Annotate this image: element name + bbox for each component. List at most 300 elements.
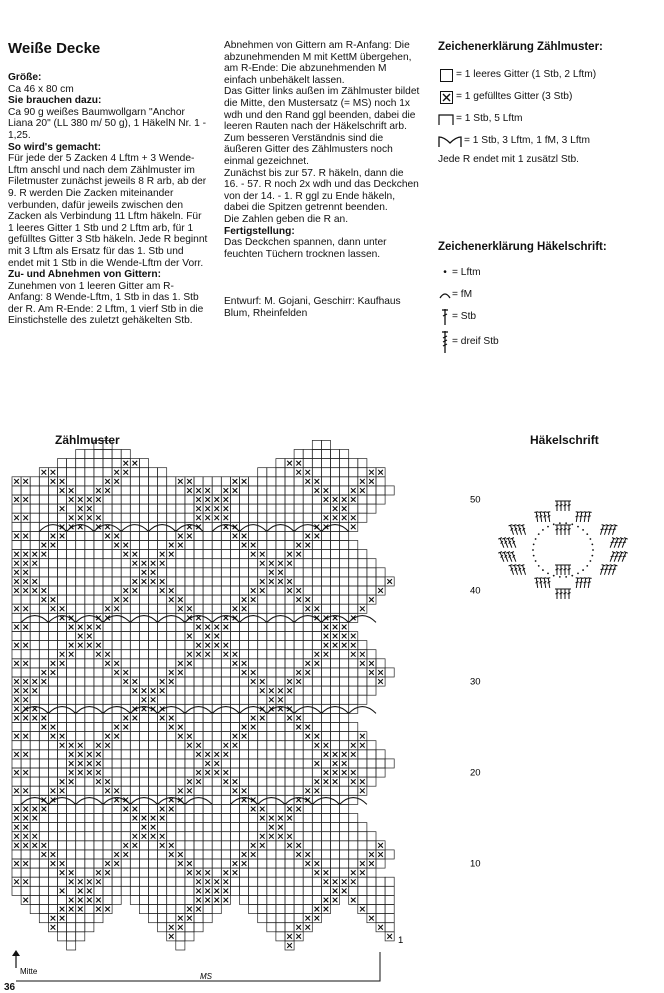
filled-mesh-mark <box>196 643 201 648</box>
chart-cell <box>276 759 285 768</box>
filled-mesh-mark <box>260 843 265 848</box>
chart-cell <box>112 895 121 904</box>
empty-mesh-icon <box>440 69 453 82</box>
lacet-arc <box>67 525 94 532</box>
chart-cell <box>312 595 321 604</box>
chain-icon: • <box>443 266 447 278</box>
chart-cell <box>258 877 267 886</box>
chart-cell <box>12 868 21 877</box>
chart-cell <box>103 622 112 631</box>
chart-cell <box>276 668 285 677</box>
chart-cell <box>358 468 367 477</box>
chart-cell <box>76 832 85 841</box>
chart-cell <box>185 677 194 686</box>
chart-cell <box>130 823 139 832</box>
chart-cell <box>158 504 167 513</box>
chain-dot <box>535 560 537 562</box>
filled-mesh-mark <box>96 779 101 784</box>
chart-cell <box>85 586 94 595</box>
filled-mesh-mark <box>342 497 347 502</box>
filled-mesh-mark <box>178 543 183 548</box>
chart-cell <box>230 841 239 850</box>
filled-mesh-mark <box>151 697 156 702</box>
chart-cell <box>203 914 212 923</box>
chart-cell <box>185 586 194 595</box>
chart-cell <box>294 568 303 577</box>
filled-mesh-mark <box>14 570 19 575</box>
chart-cell <box>385 850 394 859</box>
chart-cell <box>185 814 194 823</box>
chart-cell <box>176 622 185 631</box>
chart-cell <box>276 713 285 722</box>
chart-cell <box>321 668 330 677</box>
chart-cell <box>158 495 167 504</box>
filled-mesh-mark <box>205 898 210 903</box>
chart-cell <box>58 677 67 686</box>
filled-mesh-mark <box>196 779 201 784</box>
filled-mesh-mark <box>69 743 74 748</box>
filled-mesh-mark <box>178 597 183 602</box>
chart-cell <box>185 895 194 904</box>
chart-cell <box>149 595 158 604</box>
chart-cell <box>149 477 158 486</box>
chart-cell <box>58 795 67 804</box>
chart-cell <box>67 595 76 604</box>
chain-dot <box>571 575 573 577</box>
chart-cell <box>176 641 185 650</box>
lacet-arc <box>121 525 148 532</box>
chart-cell <box>321 568 330 577</box>
chart-cell <box>58 723 67 732</box>
chart-cell <box>230 550 239 559</box>
filled-mesh-mark <box>42 852 47 857</box>
chart-cell <box>39 604 48 613</box>
filled-mesh-mark <box>60 907 65 912</box>
filled-mesh-mark <box>23 606 28 611</box>
chart-cell <box>285 859 294 868</box>
chart-cell <box>340 531 349 540</box>
chart-cell <box>294 477 303 486</box>
filled-mesh-mark <box>178 734 183 739</box>
chart-cell <box>21 522 30 531</box>
chart-cell <box>139 868 148 877</box>
chart-cell <box>58 814 67 823</box>
chart-cell <box>258 486 267 495</box>
chart-cell <box>176 750 185 759</box>
filled-mesh-mark <box>169 670 174 675</box>
filled-mesh-mark <box>214 889 219 894</box>
chart-cell <box>94 541 103 550</box>
chart-cell <box>76 586 85 595</box>
filled-mesh-mark <box>87 506 92 511</box>
chart-cell <box>267 895 276 904</box>
chart-cell <box>139 541 148 550</box>
filled-mesh-mark <box>105 788 110 793</box>
filled-mesh-mark <box>378 470 383 475</box>
filled-mesh-mark <box>23 752 28 757</box>
chart-cell <box>21 650 30 659</box>
chart-cell <box>331 450 340 459</box>
chart-cell <box>21 632 30 641</box>
chart-cell <box>58 704 67 713</box>
filled-mesh-mark <box>32 843 37 848</box>
lacet-arc <box>240 616 267 623</box>
chart-cell <box>149 841 158 850</box>
chart-cell <box>203 823 212 832</box>
chart-cell <box>340 695 349 704</box>
lacet-arc <box>349 707 376 714</box>
chart-cell <box>349 604 358 613</box>
chart-cell <box>349 568 358 577</box>
filled-mesh-mark <box>233 479 238 484</box>
chart-cell <box>12 595 21 604</box>
chart-cell <box>367 886 376 895</box>
filled-mesh-mark <box>296 807 301 812</box>
chart-cell <box>39 531 48 540</box>
chart-cell <box>12 504 21 513</box>
chart-cell <box>258 468 267 477</box>
lacet-arc <box>312 798 339 805</box>
filled-mesh-mark <box>296 461 301 466</box>
filled-mesh-mark <box>333 634 338 639</box>
chart-cell <box>67 732 76 741</box>
chart-cell <box>94 914 103 923</box>
chart-cell <box>312 768 321 777</box>
filled-mesh-mark <box>96 761 101 766</box>
filled-mesh-mark <box>278 825 283 830</box>
chart-cell <box>249 604 258 613</box>
filled-mesh-mark <box>51 925 56 930</box>
chart-cell <box>103 713 112 722</box>
chart-cell <box>103 440 112 449</box>
chart-cell <box>85 732 94 741</box>
chart-cell <box>39 759 48 768</box>
chart-cell <box>121 622 130 631</box>
chart-cell <box>103 804 112 813</box>
filled-mesh-mark <box>23 697 28 702</box>
chart-cell <box>212 541 221 550</box>
chart-cell <box>285 650 294 659</box>
chart-cell <box>321 595 330 604</box>
filled-mesh-mark <box>305 479 310 484</box>
chain-dot <box>590 560 592 562</box>
chart-cell <box>12 777 21 786</box>
chart-cell <box>249 522 258 531</box>
chart-cell <box>258 513 267 522</box>
chart-cell <box>103 450 112 459</box>
chart-cell <box>203 723 212 732</box>
filled-mesh-mark <box>260 561 265 566</box>
chart-cell <box>340 604 349 613</box>
chart-cell <box>285 750 294 759</box>
chart-cell <box>267 777 276 786</box>
chart-cell <box>331 550 340 559</box>
chart-cell <box>139 741 148 750</box>
chart-cell <box>30 777 39 786</box>
chart-cell <box>167 686 176 695</box>
chart-cell <box>212 777 221 786</box>
chart-cell <box>149 759 158 768</box>
filled-mesh-mark <box>14 752 19 757</box>
chart-cell <box>112 741 121 750</box>
chart-cell <box>312 804 321 813</box>
legend-empty-mesh-label: = 1 leeres Gitter (1 Stb, 2 Lftm) <box>456 69 597 81</box>
chart-cell <box>76 486 85 495</box>
lacet-arc <box>321 525 348 532</box>
chart-cell <box>176 632 185 641</box>
chart-cell <box>385 886 394 895</box>
filled-mesh-mark <box>305 734 310 739</box>
chart-cell <box>149 750 158 759</box>
chart-cell <box>312 677 321 686</box>
chart-cell <box>240 741 249 750</box>
filled-mesh-mark <box>260 716 265 721</box>
chart-cell <box>112 513 121 522</box>
chart-cell <box>267 768 276 777</box>
filled-mesh-mark <box>324 625 329 630</box>
mitte-arrow-head <box>12 950 20 956</box>
chart-cell <box>230 750 239 759</box>
filled-mesh-mark <box>32 679 37 684</box>
chart-cell <box>76 677 85 686</box>
chart-cell <box>285 741 294 750</box>
chart-cell <box>67 713 76 722</box>
chart-cell <box>358 686 367 695</box>
filled-mesh-mark <box>251 670 256 675</box>
chart-cell <box>276 868 285 877</box>
chart-cell <box>139 668 148 677</box>
chart-cell <box>139 550 148 559</box>
filled-mesh-mark <box>296 843 301 848</box>
chart-cell <box>221 550 230 559</box>
filled-mesh-mark <box>369 661 374 666</box>
chart-cell <box>130 641 139 650</box>
chart-cell <box>39 577 48 586</box>
chart-cell <box>48 513 57 522</box>
chart-cell <box>158 868 167 877</box>
chart-cell <box>340 541 349 550</box>
filled-mesh-mark <box>14 497 19 502</box>
chart-cell <box>94 504 103 513</box>
chart-cell <box>67 477 76 486</box>
dc-stitch-mark <box>555 565 559 575</box>
chart-cell <box>48 586 57 595</box>
lacet-stitch-icon <box>438 134 462 148</box>
chart-cell <box>276 804 285 813</box>
chart-cell <box>30 905 39 914</box>
chart-cell <box>331 823 340 832</box>
chart-cell <box>212 568 221 577</box>
lacet-arc <box>285 798 312 805</box>
chart-cell <box>85 777 94 786</box>
chart-cell <box>39 622 48 631</box>
chart-cell <box>185 641 194 650</box>
chart-cell <box>167 504 176 513</box>
filled-mesh-mark <box>251 843 256 848</box>
lacet-arc <box>158 616 185 623</box>
filled-mesh-mark <box>196 488 201 493</box>
filled-mesh-mark <box>14 606 19 611</box>
chart-cell <box>240 768 249 777</box>
chart-cell <box>121 559 130 568</box>
filled-mesh-mark <box>114 852 119 857</box>
chart-cell <box>321 886 330 895</box>
chart-cell <box>203 905 212 914</box>
chart-cell <box>321 786 330 795</box>
legend-trtr-label: = dreif Stb <box>452 335 499 347</box>
chart-cell <box>212 832 221 841</box>
chart-cell <box>285 604 294 613</box>
chart-cell <box>349 814 358 823</box>
chart-cell <box>203 477 212 486</box>
filled-mesh-mark <box>287 943 292 948</box>
chart-cell <box>167 823 176 832</box>
chart-cell <box>267 841 276 850</box>
triple-treble-icon <box>440 330 450 354</box>
chart-cell <box>139 604 148 613</box>
chart-cell <box>367 568 376 577</box>
lacet-arc <box>48 798 75 805</box>
chart-cell <box>312 559 321 568</box>
chart-cell <box>303 750 312 759</box>
filled-mesh-mark <box>333 497 338 502</box>
chart-cell <box>203 568 212 577</box>
chart-cell <box>30 531 39 540</box>
chart-cell <box>212 595 221 604</box>
chart-cell <box>176 768 185 777</box>
filled-mesh-mark <box>251 597 256 602</box>
lacet-arc <box>185 798 212 805</box>
chart-cell <box>130 504 139 513</box>
chart-cell <box>258 768 267 777</box>
chart-cell <box>94 450 103 459</box>
chart-cell <box>130 668 139 677</box>
chart-cell <box>349 795 358 804</box>
filled-mesh-mark <box>123 679 128 684</box>
chart-cell <box>230 695 239 704</box>
filled-mesh-mark <box>205 761 210 766</box>
chart-cell <box>240 486 249 495</box>
chart-cell <box>230 814 239 823</box>
chart-cell <box>58 632 67 641</box>
chart-cell <box>303 586 312 595</box>
chain-dot <box>547 526 549 528</box>
filled-mesh-mark <box>14 707 19 712</box>
chart-cell <box>158 522 167 531</box>
filled-mesh-mark <box>187 479 192 484</box>
chart-cell <box>103 595 112 604</box>
chart-cell <box>12 486 21 495</box>
chart-cell <box>267 622 276 631</box>
chart-cell <box>249 686 258 695</box>
filled-mesh-mark <box>260 588 265 593</box>
lacet-arc <box>321 707 348 714</box>
chart-cell <box>167 905 176 914</box>
filled-mesh-mark <box>23 625 28 630</box>
chart-cell <box>30 795 39 804</box>
filled-mesh-mark <box>233 661 238 666</box>
chart-cell <box>185 513 194 522</box>
chart-cell <box>240 750 249 759</box>
chart-cell <box>294 750 303 759</box>
chart-cell <box>48 695 57 704</box>
filled-mesh-mark <box>369 852 374 857</box>
filled-mesh-mark <box>123 725 128 730</box>
filled-mesh-mark <box>296 470 301 475</box>
filled-mesh-mark <box>296 725 301 730</box>
chart-cell <box>176 577 185 586</box>
chart-cell <box>349 595 358 604</box>
chart-cell <box>203 659 212 668</box>
chart-cell <box>240 841 249 850</box>
filled-mesh-mark <box>78 879 83 884</box>
filled-mesh-mark <box>315 479 320 484</box>
filled-mesh-mark <box>96 752 101 757</box>
chart-cell <box>12 632 21 641</box>
chart-cell <box>203 541 212 550</box>
chart-cell <box>185 923 194 932</box>
filled-mesh-mark <box>51 661 56 666</box>
filled-mesh-mark <box>324 752 329 757</box>
filled-mesh-mark <box>123 843 128 848</box>
filled-mesh-mark <box>296 552 301 557</box>
filled-mesh-mark <box>315 534 320 539</box>
chart-cell <box>221 786 230 795</box>
single-crochet-icon <box>439 290 451 300</box>
filled-mesh-mark <box>205 643 210 648</box>
chart-cell <box>112 832 121 841</box>
filled-mesh-mark <box>69 879 74 884</box>
chart-cell <box>58 832 67 841</box>
filled-mesh-mark <box>14 788 19 793</box>
chart-cell <box>130 695 139 704</box>
chart-cell <box>130 650 139 659</box>
chart-cell <box>240 495 249 504</box>
chart-cell <box>76 450 85 459</box>
filled-mesh-mark <box>69 870 74 875</box>
chart-cell <box>240 568 249 577</box>
filled-mesh-mark <box>387 934 392 939</box>
chart-cell <box>376 886 385 895</box>
chart-cell <box>194 577 203 586</box>
chart-cell <box>112 632 121 641</box>
filled-mesh-mark <box>114 597 119 602</box>
filled-mesh-mark <box>269 816 274 821</box>
chart-cell <box>303 513 312 522</box>
chart-cell <box>112 550 121 559</box>
filled-mesh-mark <box>32 561 37 566</box>
chart-cell <box>249 759 258 768</box>
chart-cell <box>303 559 312 568</box>
chart-cell <box>149 877 158 886</box>
chart-cell <box>58 513 67 522</box>
dc-stitch-mark <box>586 578 591 588</box>
chart-cell <box>267 732 276 741</box>
chart-cell <box>230 759 239 768</box>
lacet-arc <box>94 525 121 532</box>
chart-cell <box>67 586 76 595</box>
chart-cell <box>376 877 385 886</box>
chart-cell <box>158 886 167 895</box>
chart-cell <box>294 650 303 659</box>
chart-cell <box>76 932 85 941</box>
chart-cell <box>276 841 285 850</box>
chart-cell <box>139 477 148 486</box>
chart-cell <box>340 568 349 577</box>
filled-mesh-mark <box>78 743 83 748</box>
chart-cell <box>258 750 267 759</box>
chain-dot <box>547 572 549 574</box>
